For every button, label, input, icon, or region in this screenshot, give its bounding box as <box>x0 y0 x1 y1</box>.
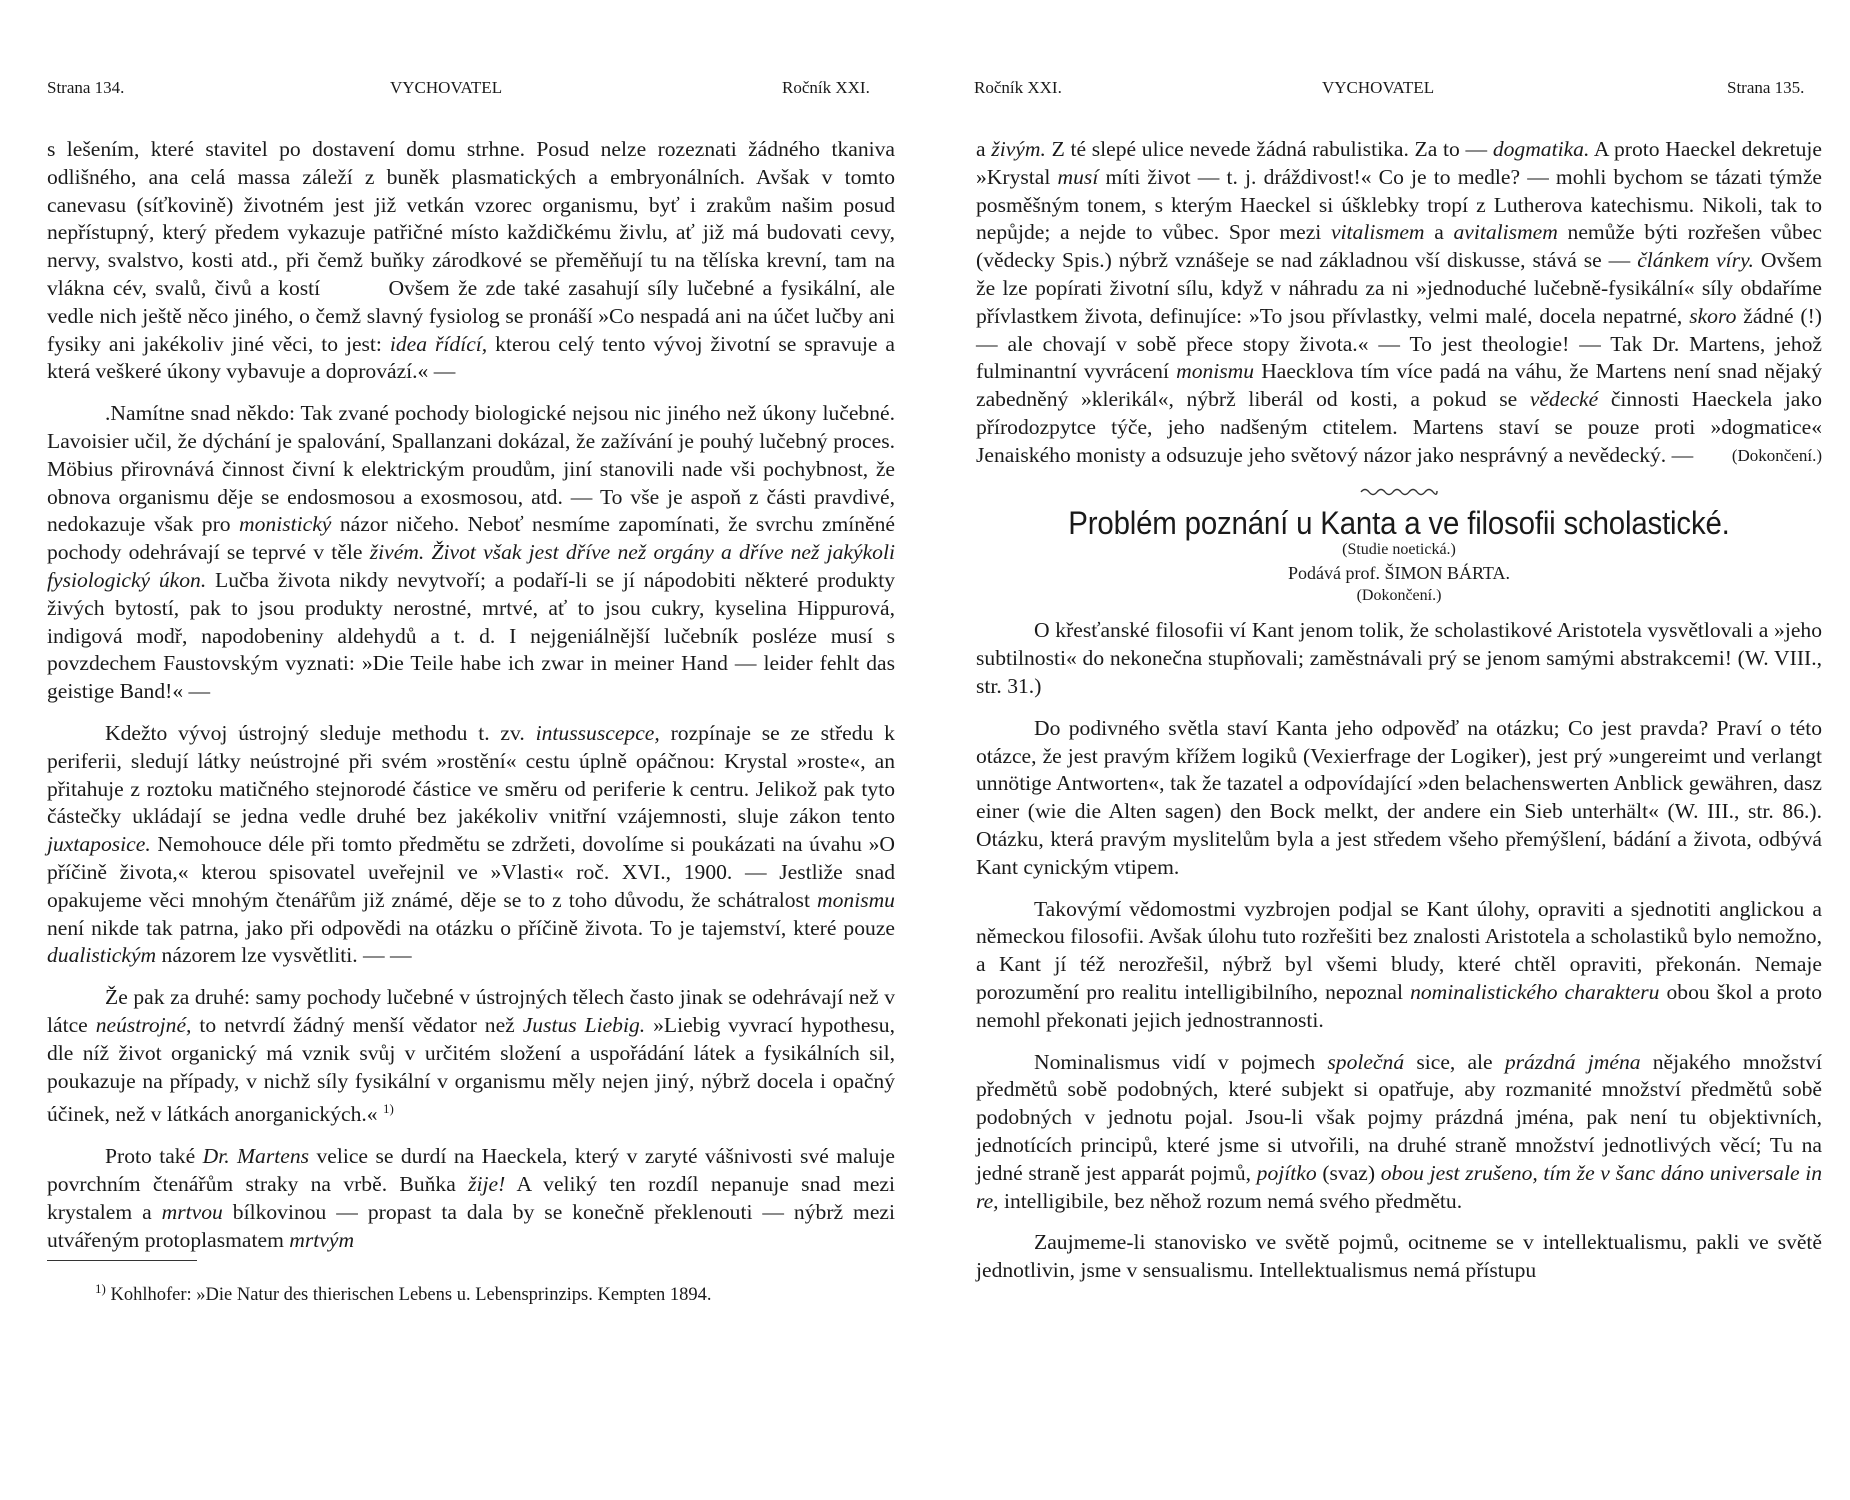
journal-name: VYCHOVATEL <box>390 78 503 97</box>
right-page <box>925 0 1850 1500</box>
page-number: Strana 134. <box>47 78 125 97</box>
paragraph: Do podivného světla staví Kanta jeho odpověď na otázku; Co jest pravda? Praví o této otázce, že jest pravým křížem logiků (Vexierfrage der Logiker), jest prý »ungereimt und verlangt unnötige Antworten«, tak že tazatel a odpovídající »den belachenswerten Anblick gewähren, dasz einer (wie die Alten sagen) den Bock melkt, der andere ein Sieb unterhält« (W. III., str. 86.). Otázku, která pravým myslitelům byla a jest středem všeho přemýšlení, bádání a života, odbývá Kant cynickým vtipem. <box>976 715 1822 879</box>
article-title: Problém poznání u Kanta a ve filosofii scholastické. <box>1068 504 1730 541</box>
paragraph: Nominalismus vidí v pojmech společná sice, ale prázdná jména nějakého množství předmětů sobě podobných, které subjekt si opatřuje, aby rozmanité množství předmětů sobě podobných v jednotu pojal. Jsou-li však pojmy prázdná jména, pak není tu objektivních, jednotících principů, které jsme si utvořili, na druhé straně množství jednotlivých věcí; Tu na jedné straně jest apparát pojmů, pojítko (svaz) obou jest zrušeno, tím že v šanc dáno universale in re, intelligibile, bez něhož rozum nemá svého předmětu. <box>976 1049 1823 1213</box>
volume-label: Ročník XXI. <box>974 78 1062 97</box>
paragraph: Proto také Dr. Martens velice se durdí na Haeckela, který v zaryté vášnivosti své maluje povrchním čtenářům straky na vrbě. Buňka žije! A veliký ten rozdíl nepanuje snad mezi krystalem a mrtvou bílkovinou — propast ta dala by se konečně překlenouti — nýbrž mezi utvářeným protoplasmatem mrtvým <box>47 1144 896 1252</box>
paragraph: a živým. Z té slepé ulice nevede žádná rabulistika. Za to — dogmatika. A proto Haeckel dekretuje »Krystal musí míti život — t. j. dráždivost!« Co je to medle? — mohli bychom se tázati týmže posměšným tonem, s kterým Haeckel si úšklebky tropí z Lutherova katechismu. Nikoli, tak to nepůjde; a nejde to vůbec. Spor mezi vitalismem a avitalismem nemůže býti rozřešen vůbec (vědecky Spis.) nýbrž vznášeje se nad základnou vší diskusse, stává se — článkem víry. Ovšem že lze popírati životní sílu, když v náhradu za ni »jednoduché lučebně-fysikální« síly obdaříme přívlastkem života, definujíce: »To jsou přívlastky, velmi malé, docela nepatrné, skoro žádné (!) — ale chovají v sobě přece stopy života.« — To jest theologie! — Tak Dr. Martens, jehož fulminantní vyvrácení monismu Haecklova tím více padá na váhu, že Martens není snad nějaký zabedněný »klerikál«, nýbrž liberál od kosti, a pokud se vědecké činnosti Haeckela jako přírodozpytce týče, jeho nadšeným ctitelem. Martens staví se pouze proti »dogmatice« Jenaiského monisty a odsuzuje jeho světový názor jako nesprávný a nevědecký. — (Dokončení.) <box>976 136 1822 470</box>
footnote: $^{1)}$ Kohlhofer: »Die Natur des thierischen Lebens u. Lebensprinzips. Kempten 1894. <box>95 1281 712 1306</box>
journal-name: VYCHOVATEL <box>1322 78 1435 97</box>
footnote-reference: 1) <box>382 1101 394 1117</box>
page-number: Strana 135. <box>1727 78 1805 97</box>
paragraph: O křesťanské filosofii ví Kant jenom tolik, že scholastikové Aristotela vysvětlovali a »jeho subtilnosti« do nekonečna stupňovali; zaměstnávali prý se jenom samými abstrakcemi! (W. VIII., str. 31.) <box>976 618 1822 698</box>
paragraph: Kdežto vývoj ústrojný sleduje methodu t. zv. intussuscepce, rozpínaje se ze středu k periferii, sledují látky neústrojné při svém »rostění« cestu úplně opáčnou: Krystal »roste«, an přitahuje z roztoku matičného stejnorodé částice ve směru od periferie k centru. Jelikož pak tyto částečky ukládají se jedna vedle druhé bez jakékoliv vnitřní vzájemnosti, sluje zákon tento juxtaposice. Nemohouce déle při tomto předmětu se zdržeti, dovolíme si poukázati na úvahu »O příčině života,« kterou spisovatel uveřejnil ve »Vlasti« roč. XVI., 1900. — Jestliže snad opakujeme věci mnohým čtenářům již známé, děje se to z toho důvodu, že schátralost monismu není nikde tak patrna, jako při odpovědi na otázku o příčině života. To je tajemství, které pouze dualistickým názorem lze vysvětliti. — — <box>47 720 895 968</box>
article-author: Podává prof. ŠIMON BÁRTA. <box>1288 563 1510 584</box>
section-ornament <box>976 476 1822 488</box>
paragraph: .Namítne snad někdo: Tak zvané pochody biologické nejsou nic jiného než úkony lučebné. Lavoisier učil, že dýchání je spalování, Spallanzani dokázal, že zažívání je pouhý lučebný proces. Möbius přirovnává činnost čivní k elektrickým proudům, jiní stanovili nade vši pochybnost, že obnova organismu děje se endosmosou a exosmosou, atd. — To vše je aspoň z části pravdivé, nedokazuje však pro monistický názor ničeho. Neboť nesmíme zapomínati, že svrchu zmíněné pochody odehrávají se teprvé v těle živém. Život však jest dříve než orgány a dříve než jakýkoli fysiologický úkon. Lučba života nikdy nevytvoří; a podaří-li se jí nápodobiti některé produkty živých bytostí, pak to jsou produkty nerostné, mrtvé, ať to jsou cukry, kyselina Hippurová, indigová modř, napodobeniny aldehydů a t. d. I nejgeniálnější lučebník posléze musí s povzdechem Faustovským vyznati: »Die Teile habe ich zwar in meiner Hand — leider fehlt das geistige Band!« — <box>47 401 896 704</box>
paragraph: Takovýmí vědomostmi vyzbrojen podjal se Kant úlohy, opraviti a sjednotiti anglickou a německou filosofii. Avšak úlohu tuto rozřešiti bez znalosti Aristotela a scholastiků bylo nemožno, a Kant jí též nerozřešil, nýbrž byl všemi bludy, které chtěl opraviti, překonán. Nemaje porozumění pro realitu intelligibilního, nepoznal nominalistického charakteru obou škol a proto nemohl překonati jejich jednostrannosti. <box>976 896 1823 1032</box>
footnote-divider <box>47 1260 197 1261</box>
paragraph: s lešením, které stavitel po dostavení domu strhne. Posud nelze rozeznati žádného tkaniva odlišného, ana celá massa záleží z buněk plasmatických a embryonálních. Avšak v tomto canevasu (síťkovině) životném jest již vetkán vzorec organismu, byť i zrakům našim posud nepřístupný, který předem vykazuje patřičné místo každičkému živlu, ať již má budovati cevy, nervy, svalstvo, kosti atd., při čemž buňky zárodkové se přeměňují tu na tělíska krevní, tam na vlákna cév, svalů, čivů a kostí Ovšem že zde také zasahují síly lučebné a fysikální, ale vedle nich ještě něco jiného, o čemž slavný fysiolog se pronáší »Co nespadá ani na účet lučby ani fysiky ani jakékoliv jiné věci, to jest: idea řídící, kterou celý tento vývoj životní se spravuje a která veškeré úkony vybavuje a doprovází.« — <box>47 137 896 384</box>
paragraph: Že pak za druhé: samy pochody lučebné v ústrojných tělech často jinak se odehrávají než v látce neústrojné, to netvrdí žádný menší vědator než Justus Liebig. »Liebig vyvrací hypothesu, dle níž život organický má vznik svůj v určitém složení a uspořádání látek a fysikálních sil, poukazuje na případy, v nichž síly fysikální v organismu měly nejen jiný, nýbrž docela i opačný účinek, než v látkách anorganických.« $^{1)}$ <box>47 985 896 1127</box>
article-subtitle: (Studie noetická.) <box>1342 541 1456 559</box>
right-text-column <box>976 136 1822 1299</box>
article-continuation: (Dokončení.) <box>1356 587 1442 605</box>
paragraph: Zaujmeme-li stanovisko ve světě pojmů, ocitneme se v intellektualismu, pakli ve světě jednotlivin, jsme v sensualismu. Intellektualismus nemá přístupu <box>976 1230 1822 1283</box>
continuation-note: (Dokončení.) <box>1731 445 1822 465</box>
volume-label: Ročník XXI. <box>782 78 870 97</box>
left-text-column <box>47 136 895 1324</box>
